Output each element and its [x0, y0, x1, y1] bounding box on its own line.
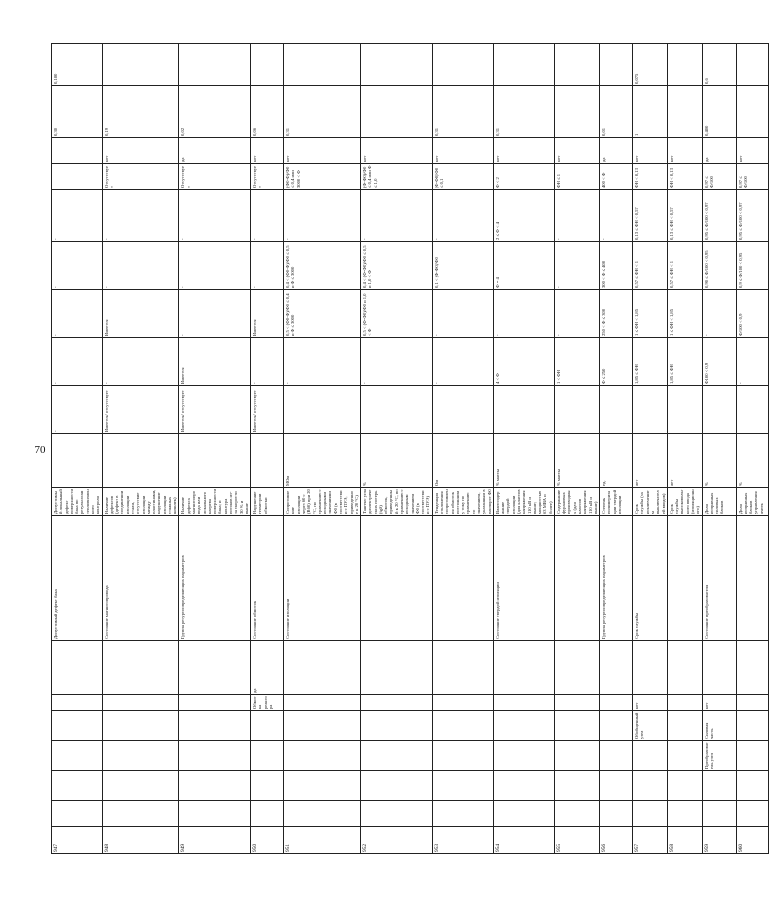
row-number-cell: 958: [667, 827, 702, 854]
table-cell-c4: [52, 695, 103, 711]
table-cell-c17: [361, 44, 433, 86]
table-cell-c1: [633, 771, 668, 801]
table-cell-c2: [102, 741, 179, 771]
table-cell-c3: [600, 711, 633, 741]
table-cell-c4: [493, 695, 554, 711]
table-cell-c1: [493, 771, 554, 801]
table-cell-c13: -: [600, 190, 633, 242]
table-cell-c8: [179, 434, 251, 488]
table-cell-c5: [600, 641, 633, 695]
table-cell-c8: %: [702, 434, 736, 488]
table-cell-c2: [633, 741, 668, 771]
table-cell-c3: [667, 711, 702, 741]
table-cell-c2: [432, 741, 493, 771]
table-cell-c13: 2 ≤ Ф < 4: [493, 190, 554, 242]
table-cell-c14: Ф < 2: [493, 164, 554, 190]
row-number-cell: 948: [102, 827, 179, 854]
table-cell-c5: [554, 641, 599, 695]
empty-cell: [736, 801, 768, 827]
table-row: [633, 44, 668, 854]
table-row: [179, 44, 251, 854]
row-number-cell: 957: [633, 827, 668, 854]
table-cell-c3: [52, 711, 103, 741]
table-cell-c1: [736, 771, 768, 801]
table-cell-c17: [179, 44, 251, 86]
table-cell-c4: [554, 695, 599, 711]
table-cell-c13: -: [361, 190, 433, 242]
table-cell-c9: Имеется/ отсутствует: [251, 386, 284, 434]
table-cell-c14: Отсутствует: [102, 164, 179, 190]
table-cell-c4: [284, 695, 361, 711]
table-cell-c10: -: [251, 338, 284, 386]
table-cell-c3: [251, 711, 284, 741]
table-cell-c17: [432, 44, 493, 86]
table-cell-c15: нет: [102, 138, 179, 164]
table-cell-c5: [736, 641, 768, 695]
table-cell-c8: % массы: [554, 434, 599, 488]
table-cell-c6: [432, 516, 493, 641]
table-cell-c2: [554, 741, 599, 771]
table-cell-c6: Состояние твердой изоляции: [493, 516, 554, 641]
table-cell-c5: да: [251, 641, 284, 695]
table-cell-c2: [493, 741, 554, 771]
table-cell-c12: -: [554, 242, 599, 290]
table-cell-c7: Тангенс угла диэлектрических потерь (tgδ) обмоток, приведенный к 20 °С, по сравнению с исходным значением Ф0 (в соответствии с ПУЭ): [362, 489, 431, 514]
table-cell-c16: [554, 86, 599, 138]
table-cell-c13: 0,13 ≤ ФН < 0,57: [633, 190, 668, 242]
table-cell-c16: 0,01: [600, 86, 633, 138]
table-row: [554, 44, 599, 854]
table-cell-c9: [554, 386, 599, 434]
table-cell-c1: [179, 771, 251, 801]
table-cell-c16: 0,31: [284, 86, 361, 138]
table-cell-c15: нет: [633, 138, 668, 164]
table-cell-c8: лет: [633, 434, 668, 488]
row-number-cell: 953: [432, 827, 493, 854]
table-cell-c7: Наличие дефекта магнитопровода или локального нагрева поверхности бака; и контура потоков из-за скорости 30 % и выше: [180, 489, 249, 514]
table-cell-c2: [361, 741, 433, 771]
table-cell-c17: 0,180: [52, 44, 103, 86]
table-cell-c7: Срок службы высоковольтного ввода (изоляционного): [668, 489, 701, 514]
table-cell-c13: -: [251, 190, 284, 242]
table-row: [702, 44, 736, 854]
table-cell-c7: Наличие дефектов (дефект в соединении изоляции стали, отсутствие изоляции между пластинами, нарушение изоляции стяжных шпилек): [102, 488, 179, 516]
empty-cell: [52, 801, 103, 827]
empty-cell: [554, 801, 599, 827]
table-cell-c8: [251, 434, 284, 488]
table-row: [102, 44, 179, 854]
table-cell-c15: нет: [361, 138, 433, 164]
table-cell-c11: Имеется: [102, 290, 179, 338]
table-cell-c11: -: [432, 290, 493, 338]
table-cell-c16: 0,02: [179, 86, 251, 138]
table-cell-c15: нет: [432, 138, 493, 164]
table-cell-c10: 1 < ФН: [554, 338, 599, 386]
table-cell-c1: [432, 771, 493, 801]
table-cell-c3: [102, 711, 179, 741]
table-cell-c9: [633, 386, 668, 434]
table-cell-c6: [667, 516, 702, 641]
table-cell-c15: нет: [493, 138, 554, 164]
table-cell-c4: [667, 695, 702, 711]
table-cell-c15: нет: [667, 138, 702, 164]
table-cell-c11: -: [554, 290, 599, 338]
table-cell-c5: [702, 641, 736, 695]
table-cell-c16: 1: [633, 86, 668, 138]
table-cell-c5: [52, 641, 103, 695]
table-cell-c14: (Ф0-Ф)/Ф0 ≤ 0,4 или 3000 < Ф: [284, 164, 361, 190]
table-cell-c4: [179, 695, 251, 711]
table-cell-c7: Степень полимеризации твердой изоляции: [600, 488, 633, 516]
table-cell-c11: 1 ≤ ФН < 1,85: [633, 290, 668, 338]
table-cell-c16: [361, 86, 433, 138]
table-cell-c12: -: [52, 242, 103, 290]
table-cell-c11: -: [52, 290, 103, 338]
table-cell-c2: [736, 741, 768, 771]
table-cell-c15: нет: [251, 138, 284, 164]
table-cell-c10: 1,85 ≤ ФН: [667, 338, 702, 386]
page-number: 70: [34, 444, 46, 456]
table-cell-c14: ФН < 0,13: [633, 164, 668, 190]
table-cell-c3: [493, 711, 554, 741]
table-cell-c7: Тенденция отклонения сопротивления обмоток постоянному току по сравнению со значением, указанным в паспорте Ф0: [433, 489, 492, 514]
table-cell-c5: [179, 641, 251, 695]
table-cell-c15: да: [179, 138, 251, 164]
table-cell-c12: 0,4 < (Ф-Ф0)/Ф0 ≤ 0,5 и 1,0 < Ф: [361, 242, 433, 290]
table-cell-c4: [361, 695, 433, 711]
table-row: [600, 44, 633, 854]
table-cell-c6: [736, 516, 768, 641]
table-cell-c11: Ф/100 < 0,9: [736, 290, 768, 338]
table-cell-c2: [52, 741, 103, 771]
table-cell-c9: [736, 386, 768, 434]
table-cell-c3: [361, 711, 433, 741]
table-cell-c3: [736, 711, 768, 741]
table-cell-c5: [432, 641, 493, 695]
table-cell-c9: Имеется/ отсутствует: [179, 386, 251, 434]
table-cell-c13: -: [179, 190, 251, 242]
table-cell-c6: Состояние магнитопровода: [102, 516, 179, 641]
table-cell-c3: [284, 711, 361, 741]
table-cell-c4: [102, 695, 179, 711]
row-number-cell: 952: [361, 827, 433, 854]
table-cell-c12: 300 < Ф ≤ 400: [600, 242, 633, 290]
table-cell-c8: %: [361, 434, 433, 488]
table-cell-c17: [102, 44, 179, 86]
table-cell-c16: 0,31: [432, 86, 493, 138]
table-cell-c10: 4 < Ф: [493, 338, 554, 386]
table-cell-c12: Ф = 4: [493, 242, 554, 290]
table-cell-c15: нет: [284, 138, 361, 164]
table-cell-c15: [52, 138, 103, 164]
table-cell-c4: нет: [633, 695, 668, 711]
row-number-cell: 959: [702, 827, 736, 854]
table-cell-c13: -: [102, 190, 179, 242]
table-cell-c17: [600, 44, 633, 86]
empty-cell: [284, 801, 361, 827]
table-cell-c12: 0,57 ≤ ФН < 1: [667, 242, 702, 290]
table-cell-c13: 0,95 ≤ Ф/100 < 0,97: [736, 190, 768, 242]
table-cell-c9: [600, 386, 633, 434]
table-cell-c9: [361, 386, 433, 434]
table-cell-c9: Имеется/ отсутствует: [102, 386, 179, 434]
table-cell-c12: 0,1 < |Ф-Ф0|/Ф0: [432, 242, 493, 290]
table-cell-c10: -: [432, 338, 493, 386]
table-cell-c7: Срок службы (за исключением выключателей вводов): [633, 488, 668, 516]
empty-cell: [667, 801, 702, 827]
table-cell-c15: да: [600, 138, 633, 164]
empty-cell: [361, 801, 433, 827]
table-cell-c3: [179, 711, 251, 741]
table-cell-c6: Состояние изоляции: [284, 516, 361, 641]
rotated-table-wrapper: [51, 44, 764, 854]
table-cell-c2: [284, 741, 361, 771]
table-cell-c17: [554, 44, 599, 86]
row-number-cell: 949: [179, 827, 251, 854]
table-cell-c16: 0,400: [702, 86, 736, 138]
table-cell-c11: -: [493, 290, 554, 338]
table-cell-c6: [361, 516, 433, 641]
table-cell-c17: [251, 44, 284, 86]
table-cell-c17: 0,6: [702, 44, 736, 86]
empty-cell: [251, 801, 284, 827]
table-cell-c9: [702, 386, 736, 434]
empty-cell: [432, 801, 493, 827]
empty-cell: [179, 801, 251, 827]
table-cell-c2: Преобразователь узел: [702, 741, 736, 771]
table-cell-c9: [284, 386, 361, 434]
table-cell-c1: [667, 771, 702, 801]
parameters-table: [51, 43, 769, 854]
table-cell-c5: [493, 641, 554, 695]
table-cell-c5: [102, 641, 179, 695]
table-cell-c11: Имеется: [251, 290, 284, 338]
empty-cell: [600, 801, 633, 827]
table-cell-c8: Ом: [432, 434, 493, 488]
table-cell-c1: [600, 771, 633, 801]
table-cell-c11: -: [702, 290, 736, 338]
row-number-cell: 950: [251, 827, 284, 854]
table-cell-c7: Сопротивление изоляции через 60 с (R60) при 20 °С, по сравнению с исходными значениями Ф0 (в соответствии с ПУЭ, приведенное к 20 °С): [285, 489, 359, 514]
table-cell-c7: Содержание фурановых производных (для классов напряжения 110 кВ и выше): [554, 488, 599, 516]
table-cell-c4: [600, 695, 633, 711]
table-cell-c4: [736, 695, 768, 711]
table-cell-c3: Силовая часть: [702, 711, 736, 741]
table-cell-c17: [667, 44, 702, 86]
table-cell-c1: [554, 771, 599, 801]
table-row: [361, 44, 433, 854]
table-cell-c11: -: [179, 290, 251, 338]
table-cell-c17: [284, 44, 361, 86]
table-cell-c16: 0,06: [251, 86, 284, 138]
table-cell-c12: -: [179, 242, 251, 290]
row-number-cell: 960: [736, 827, 768, 854]
table-cell-c13: -: [554, 190, 599, 242]
table-cell-c9: [432, 386, 493, 434]
table-cell-c14: 400 < Ф: [600, 164, 633, 190]
table-cell-c14: 0,97 ≤ Ф/100: [736, 164, 768, 190]
table-cell-c7: Допустимый локальный дефект поверхности бака по результатам тепловизионного контроля: [53, 489, 101, 514]
table-cell-c6: Группа ресурсоопределяющих параметров: [179, 516, 251, 641]
table-cell-c1: [702, 771, 736, 801]
table-cell-c7: Нарушение геометрии обмотки: [251, 488, 284, 516]
table-cell-c5: [633, 641, 668, 695]
table-cell-c15: нет: [554, 138, 599, 164]
row-number-cell: 947: [52, 827, 103, 854]
table-cell-c12: 0,9 ≤ Ф/100 < 0,95: [736, 242, 768, 290]
table-cell-c17: [493, 44, 554, 86]
table-cell-c7: Влагосодержание твердой изоляции (для классов напряжения 110 кВ и выше; мощностью 63 МВА и более): [494, 489, 553, 514]
table-cell-c14: [52, 164, 103, 190]
table-cell-c15: нет: [736, 138, 768, 164]
table-cell-c9: -: [52, 386, 103, 434]
table-cell-c6: Состояние обмоток: [251, 516, 284, 641]
table-cell-c13: 0,13 ≤ ФН < 0,57: [667, 190, 702, 242]
table-cell-c2: [251, 741, 284, 771]
empty-cell: [102, 801, 179, 827]
table-cell-c8: [102, 434, 179, 488]
table-cell-c2: [179, 741, 251, 771]
table-row: [251, 44, 284, 854]
table-row: [736, 44, 768, 854]
table-cell-c11: 0,5 < (Ф0-Ф)/Ф0 ≤ 0,4 и Ф ≤ 3000: [284, 290, 361, 338]
table-cell-c2: [667, 741, 702, 771]
row-number-cell: 955: [554, 827, 599, 854]
table-cell-c3: Обобщенный узел: [633, 711, 668, 741]
table-cell-c8: [52, 434, 103, 488]
table-cell-c15: да: [702, 138, 736, 164]
table-cell-c10: -: [102, 338, 179, 386]
table-row: [284, 44, 361, 854]
table-cell-c1: [284, 771, 361, 801]
table-cell-c10: -: [284, 338, 361, 386]
table-cell-c14: Отсутствует: [251, 164, 284, 190]
table-cell-c16: 0,19: [102, 86, 179, 138]
table-cell-c1: [251, 771, 284, 801]
table-cell-c12: 0,90 ≤ Ф/100 < 0,95: [702, 242, 736, 290]
table-cell-c16: [736, 86, 768, 138]
table-cell-c1: [52, 771, 103, 801]
table-cell-c6: Срок службы: [633, 516, 668, 641]
table-row: [493, 44, 554, 854]
table-cell-c12: -: [251, 242, 284, 290]
table-row: [667, 44, 702, 854]
table-cell-c10: Ф100 < 0,9: [702, 338, 736, 386]
table-cell-c13: 0,95 ≤ Ф/100 < 0,97: [702, 190, 736, 242]
table-cell-c3: [432, 711, 493, 741]
table-cell-c14: (Ф-Ф0)/Ф0 ≤ 0,4 или Ф ≤ 1,0: [361, 164, 433, 190]
table-cell-c5: [284, 641, 361, 695]
table-row: [432, 44, 493, 854]
table-cell-c13: -: [284, 190, 361, 242]
table-cell-c4: нет: [702, 695, 736, 711]
table-cell-c1: [361, 771, 433, 801]
table-cell-c11: 0,5 < (Ф-Ф0)/Ф0 и 1,0 < Ф: [361, 290, 433, 338]
table-cell-c4: [432, 695, 493, 711]
table-cell-c17: [736, 44, 768, 86]
table-cell-c12: 0,57 ≤ ФН < 1: [633, 242, 668, 290]
table-cell-c16: 0,30: [52, 86, 103, 138]
table-cell-c13: -: [432, 190, 493, 242]
table-cell-c8: %: [736, 434, 768, 488]
table-cell-c9: [493, 386, 554, 434]
table-cell-c11: 1 ≤ ФН < 1,85: [667, 290, 702, 338]
table-cell-c14: 0,97 ≤ Ф/100: [702, 164, 736, 190]
table-cell-c7: Доля исправных блоков управления ячеек: [736, 488, 768, 516]
table-cell-c8: ед.: [600, 434, 633, 488]
table-cell-c10: Ф ≤ 250: [600, 338, 633, 386]
table-cell-c16: [667, 86, 702, 138]
table-cell-c10: -: [361, 338, 433, 386]
empty-cell: [493, 801, 554, 827]
table-cell-c13: -: [52, 190, 103, 242]
table-cell-c6: Допустимый дефект бака: [52, 516, 103, 641]
table-cell-c4: Обмотка реактора: [251, 695, 284, 711]
table-cell-c1: [102, 771, 179, 801]
table-cell-c14: |Ф-Ф0|/Ф0 ≤ 0,1: [432, 164, 493, 190]
table-cell-c3: [554, 711, 599, 741]
table-cell-c8: % массы: [493, 434, 554, 488]
table-cell-c10: -: [52, 338, 103, 386]
row-number-cell: 951: [284, 827, 361, 854]
table-cell-c6: [554, 516, 599, 641]
table-cell-c17: 0,075: [633, 44, 668, 86]
row-number-cell: 954: [493, 827, 554, 854]
table-row: [52, 44, 103, 854]
table-cell-c16: 0,31: [493, 86, 554, 138]
table-cell-c14: Отсутствует: [179, 164, 251, 190]
table-cell-c12: 0,4 < (Ф0-Ф)/Ф0 ≤ 0,5 и Ф ≤ 3000: [284, 242, 361, 290]
table-cell-c12: -: [102, 242, 179, 290]
table-cell-c10: Имеется: [179, 338, 251, 386]
table-cell-c14: ФН ≤ 1: [554, 164, 599, 190]
table-cell-c10: -: [736, 338, 768, 386]
table-cell-c11: 250 < Ф ≤ 300: [600, 290, 633, 338]
table-cell-c6: Состояние преобразователя: [702, 516, 736, 641]
table-cell-c6: Группа ресурсоопределяющих параметров: [600, 516, 633, 641]
table-cell-c5: [667, 641, 702, 695]
table-cell-c9: [667, 386, 702, 434]
empty-cell: [633, 801, 668, 827]
table-cell-c14: ФН < 0,13: [667, 164, 702, 190]
table-cell-c5: [361, 641, 433, 695]
table-cell-c10: 1,85 ≤ ФН: [633, 338, 668, 386]
table-cell-c8: МОм: [284, 434, 361, 488]
row-number-cell: 956: [600, 827, 633, 854]
table-cell-c7: Доля исправных силовых блоков: [702, 488, 736, 516]
table-cell-c2: [600, 741, 633, 771]
table-cell-c8: лет: [667, 434, 702, 488]
empty-cell: [702, 801, 736, 827]
